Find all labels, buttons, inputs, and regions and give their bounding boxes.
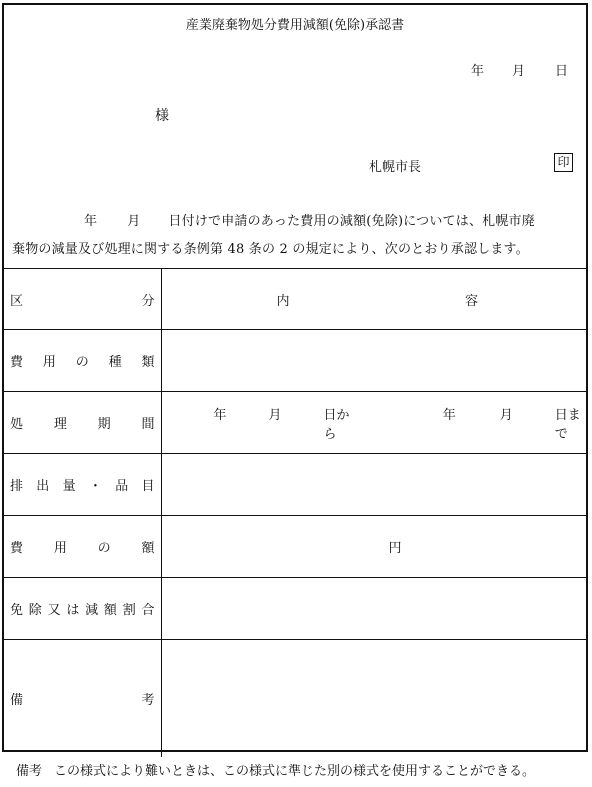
table-row xyxy=(4,454,586,516)
row-label-char: ・ xyxy=(88,479,102,494)
row-label-char: 額 xyxy=(103,603,117,618)
row-label-char: 除 xyxy=(28,603,42,618)
row-label-char: 費 xyxy=(10,541,24,556)
period-part: 年 xyxy=(213,407,227,423)
row-label-char: 量 xyxy=(62,479,76,494)
row-label-char: 期 xyxy=(97,417,111,432)
row-label-cell xyxy=(4,640,161,758)
row-label-char: 額 xyxy=(141,541,155,556)
period-part: 月 xyxy=(268,407,282,423)
table-header-row xyxy=(4,269,586,330)
row-label-char: 又 xyxy=(47,603,61,618)
row-label-char: 間 xyxy=(141,417,155,432)
row-label-cell xyxy=(4,516,161,578)
period-part: 日まで xyxy=(554,407,581,442)
table-row xyxy=(4,330,586,392)
body-line1-text: 日付けで申請のあった費用の減額(免除)については、札幌市廃 xyxy=(168,214,535,229)
row-label-char: 目 xyxy=(141,479,155,494)
header-content-char: 容 xyxy=(464,293,478,309)
form-frame xyxy=(2,3,588,752)
row-content-cell[interactable] xyxy=(161,578,586,640)
row-label-char: の xyxy=(75,355,89,370)
header-label-cell xyxy=(4,269,161,330)
row-label-char: 排 xyxy=(10,479,24,494)
body-month-label: 月 xyxy=(127,214,141,229)
row-label-cell xyxy=(4,454,161,516)
row-label-char: 理 xyxy=(53,417,67,432)
table-row xyxy=(4,640,586,758)
header-content-cell xyxy=(161,269,586,330)
date-month-label: 月 xyxy=(511,64,525,79)
table-row xyxy=(4,578,586,640)
content-text: 円 xyxy=(388,541,402,556)
footnote xyxy=(16,760,535,779)
row-label-char: 考 xyxy=(141,693,155,708)
body-text-line-1 xyxy=(84,210,535,229)
row-label-char: 出 xyxy=(36,479,50,494)
row-content-cell[interactable] xyxy=(161,640,586,758)
header-content-char: 内 xyxy=(276,293,290,309)
row-label-char: 免 xyxy=(10,603,24,618)
row-content-cell[interactable] xyxy=(161,392,586,454)
row-content-cell[interactable] xyxy=(161,516,586,578)
row-label-char: 用 xyxy=(42,355,56,370)
document-title: 産業廃棄物処分費用減額(免除)承認書 xyxy=(185,18,405,33)
body-text-line-2: 棄物の減量及び処理に関する条例第 48 条の 2 の規定により、次のとおり承認します。 xyxy=(12,242,529,257)
row-content-cell[interactable] xyxy=(161,454,586,516)
row-label-cell xyxy=(4,330,161,392)
table-row xyxy=(4,516,586,578)
body-year-label: 年 xyxy=(84,214,98,229)
row-label-char: 備 xyxy=(10,693,24,708)
row-label-char: 用 xyxy=(53,541,67,556)
row-label-char: の xyxy=(97,541,111,556)
row-label-cell xyxy=(4,392,161,454)
header-label-char: 区 xyxy=(10,293,24,309)
footnote-head: 備考 xyxy=(16,764,43,779)
row-label-char: 減 xyxy=(85,603,99,618)
row-label-char: 品 xyxy=(115,479,129,494)
row-label-char: 処 xyxy=(10,417,24,432)
approval-table xyxy=(4,268,586,757)
row-label-char: は xyxy=(66,603,80,618)
date-day-label: 日 xyxy=(554,64,568,79)
date-year-label: 年 xyxy=(470,64,484,79)
row-label-char: 費 xyxy=(10,355,24,370)
row-label-char: 種 xyxy=(108,355,122,370)
row-label-cell xyxy=(4,578,161,640)
period-part: 日から xyxy=(323,407,350,442)
row-content-cell[interactable] xyxy=(161,330,586,392)
seal-mark: 印 xyxy=(554,153,573,172)
table-row xyxy=(4,392,586,454)
row-label-char: 類 xyxy=(141,355,155,370)
period-part: 年 xyxy=(442,407,456,423)
issue-date xyxy=(471,60,568,79)
period-part: 月 xyxy=(499,407,513,423)
row-label-char: 割 xyxy=(122,603,136,618)
header-label-char: 分 xyxy=(141,293,155,309)
issuer-name: 札幌市長 xyxy=(369,160,422,175)
row-label-char: 合 xyxy=(141,603,155,618)
footnote-text: この様式により難いときは、この様式に準じた別の様式を使用することができる。 xyxy=(54,764,536,779)
recipient-suffix: 様 xyxy=(155,108,169,124)
